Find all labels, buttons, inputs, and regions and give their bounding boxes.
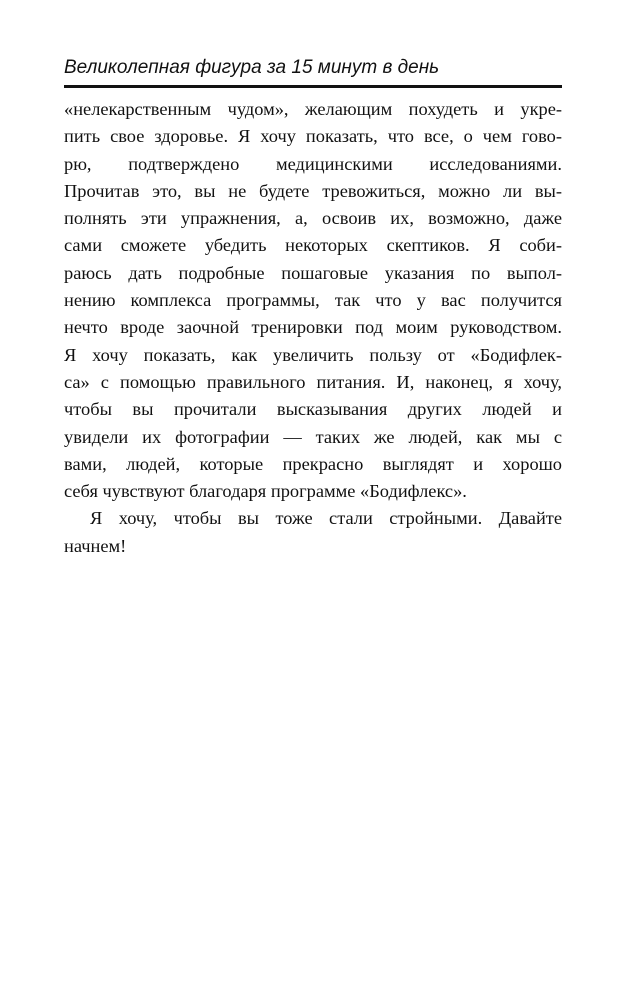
text-line: «нелекарственным чудом», желающим похудеть и укре- <box>64 99 562 119</box>
text-line: Я хочу показать, как увеличить пользу от «Бодифлек- <box>64 344 562 365</box>
text-line: Я хочу, чтобы вы тоже стали стройными. Давайте <box>90 508 562 529</box>
paragraph-1 <box>64 96 562 505</box>
text-line: рю, подтверждено медицинскими исследованиями. <box>64 153 562 174</box>
text-line: са» с помощью правильного питания. И, наконец, я хочу, <box>64 371 562 392</box>
text-line: нечто вроде заочной тренировки под моим руководством. <box>64 317 562 338</box>
text-line: сами сможете убедить некоторых скептиков. Я соби- <box>64 235 562 256</box>
text-line: раюсь дать подробные пошаговые указания по выпол- <box>64 262 562 283</box>
text-line: нению комплекса программы, так что у вас получится <box>64 290 562 311</box>
text-line: чтобы вы прочитали высказывания других людей и <box>64 399 562 420</box>
text-line: вами, людей, которые прекрасно выглядят и хорошо <box>64 453 562 474</box>
text-line: полнять эти упражнения, а, освоив их, возможно, даже <box>64 208 562 229</box>
text-line: себя чувствуют благодаря программе «Бодифлекс». <box>64 481 467 502</box>
header-rule <box>64 85 562 88</box>
text-line: Прочитав это, вы не будете тревожиться, можно ли вы- <box>64 180 562 201</box>
running-head-title: Великолепная фигура за 15 минут в день <box>64 57 440 78</box>
paragraph-2 <box>64 505 562 560</box>
body-text <box>64 96 562 560</box>
text-line: начнем! <box>64 535 127 556</box>
text-line: увидели их фотографии — таких же людей, как мы с <box>64 426 562 447</box>
text-line: пить свое здоровье. Я хочу показать, что все, о чем гово- <box>64 126 562 147</box>
